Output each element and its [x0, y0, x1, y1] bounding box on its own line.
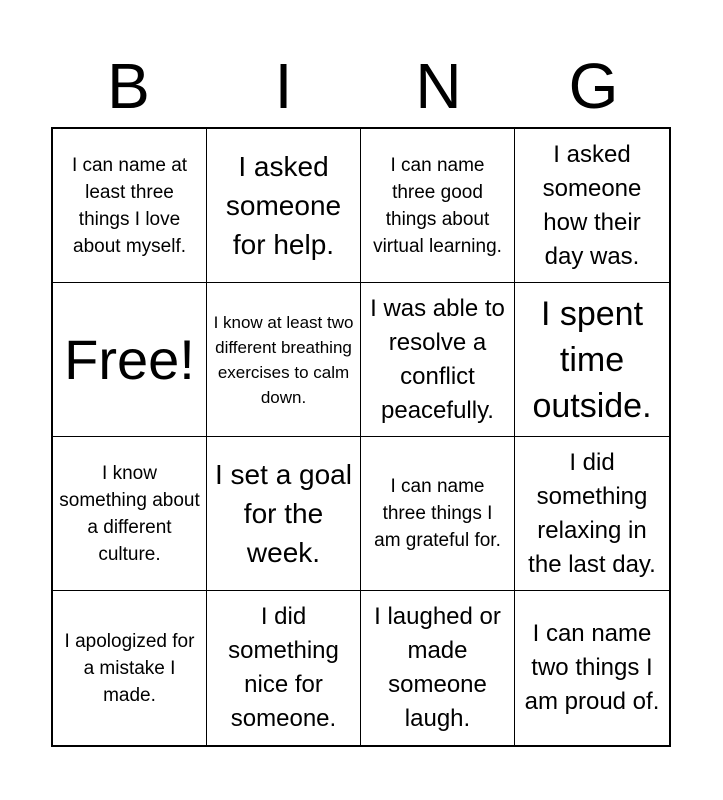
- bingo-cell[interactable]: [207, 591, 361, 745]
- bingo-cell[interactable]: [53, 129, 207, 283]
- cell-text: I can name three good things about virtual learning.: [373, 154, 502, 257]
- header-letter-g: G: [568, 50, 619, 122]
- bingo-cell[interactable]: [361, 129, 515, 283]
- cell-text: I can name at least three things I love about myself.: [71, 154, 188, 257]
- header-letter-b: B: [107, 50, 150, 122]
- cell-text: I can name three things I am grateful for.: [374, 476, 501, 551]
- bingo-cell[interactable]: [515, 437, 669, 591]
- cell-text: I set a goal for the week.: [215, 459, 352, 568]
- bingo-cell[interactable]: [361, 283, 515, 437]
- cell-text: I know at least two different breathing exercises to calm down.: [213, 312, 354, 407]
- cell-text: I apologized for a mistake I made.: [64, 630, 195, 706]
- bingo-cell[interactable]: [53, 591, 207, 745]
- free-space-cell[interactable]: [53, 283, 207, 437]
- cell-text: I was able to resolve a conflict peacefully.: [370, 294, 505, 424]
- bingo-cell[interactable]: [515, 283, 669, 437]
- cell-text: I laughed or made someone laugh.: [374, 603, 501, 732]
- bingo-cell[interactable]: [207, 129, 361, 283]
- header-letter-i: I: [274, 50, 293, 122]
- cell-text: I did something nice for someone.: [228, 603, 339, 732]
- bingo-cell[interactable]: [515, 129, 669, 283]
- cell-text: I asked someone how their day was.: [542, 140, 642, 270]
- bingo-cell[interactable]: [361, 437, 515, 591]
- cell-text: I can name two things I am proud of.: [524, 620, 660, 715]
- bingo-cell[interactable]: [53, 437, 207, 591]
- bingo-cell[interactable]: [361, 591, 515, 745]
- bingo-cell[interactable]: [207, 437, 361, 591]
- bingo-header: [51, 44, 671, 128]
- free-space-text: Free!: [64, 327, 195, 391]
- cell-text: I asked someone for help.: [225, 151, 342, 260]
- cell-text: I did something relaxing in the last day.: [528, 448, 656, 578]
- header-letter-n: N: [415, 50, 462, 122]
- bingo-board: [51, 127, 671, 747]
- bingo-cell[interactable]: [207, 283, 361, 437]
- bingo-cell[interactable]: [515, 591, 669, 745]
- cell-text: I know something about a different culture.: [59, 462, 200, 565]
- cell-text: I spent time outside.: [532, 294, 652, 425]
